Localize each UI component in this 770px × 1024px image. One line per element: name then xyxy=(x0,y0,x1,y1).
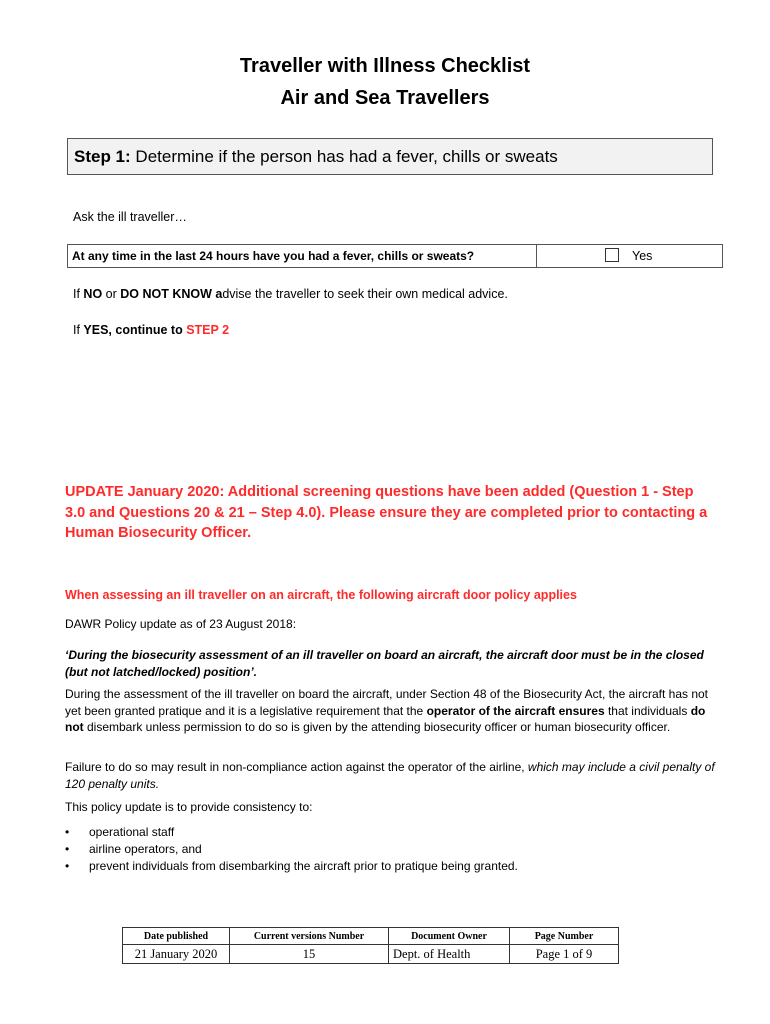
if-yes-bold: YES, continue to xyxy=(83,323,183,337)
step-1-text: Determine if the person has had a fever, chills or sweats xyxy=(130,147,558,166)
yes-cell xyxy=(537,245,722,267)
list-item: • prevent individuals from disembarking the aircraft prior to pratique being granted. xyxy=(65,858,518,875)
footer-version-value: 15 xyxy=(230,945,389,964)
step-2-link: STEP 2 xyxy=(182,323,230,337)
fever-question-row xyxy=(67,244,723,268)
footer-value-row xyxy=(123,945,619,964)
step-1-heading xyxy=(67,138,713,175)
update-notice: UPDATE January 2020: Additional screening questions have been added (Question 1 - Step 3.0 and Questions 20 & 21 – Step 4.0). Please ensure they are completed prior to contacting a Human Biosecurity Officer. xyxy=(65,484,708,541)
consistency-list xyxy=(65,824,518,875)
if-no-no: NO xyxy=(83,287,103,301)
assessment-bold-2: do not xyxy=(65,703,706,734)
failure-paragraph xyxy=(65,759,725,792)
policy-date: DAWR Policy update as of 23 August 2018: xyxy=(65,617,297,631)
consistency-intro: This policy update is to provide consistency to: xyxy=(65,800,313,814)
aircraft-policy-heading: When assessing an ill traveller on an aircraft, the following aircraft door policy applies xyxy=(65,588,577,602)
if-no-instruction xyxy=(73,286,508,303)
footer-date-value: 21 January 2020 xyxy=(123,945,230,964)
list-item: • airline operators, and xyxy=(65,841,518,858)
yes-label: Yes xyxy=(632,249,653,263)
footer-header-page: Page Number xyxy=(510,928,619,945)
ask-traveller-text: Ask the ill traveller… xyxy=(73,210,187,224)
document-footer-table xyxy=(122,927,619,964)
policy-quote: ‘During the biosecurity assessment of an ill traveller on board an aircraft, the aircraft door must be in the closed (but not latched/locked) position’. xyxy=(65,648,704,679)
footer-header-owner: Document Owner xyxy=(389,928,510,945)
assessment-paragraph xyxy=(65,686,725,736)
if-no-or: or xyxy=(102,287,121,301)
assessment-part-1: During the assessment of the ill traveller on board the aircraft, under Section 48 of the Biosecurity Act, the aircraft has not yet been granted pratique and it is a legislative requirement that the xyxy=(65,687,709,718)
if-yes-instruction xyxy=(73,322,229,339)
page-subtitle: Air and Sea Travellers xyxy=(280,87,490,109)
fever-question: At any time in the last 24 hours have you had a fever, chills or sweats? xyxy=(68,245,537,267)
failure-plain: Failure to do so may result in non-compliance action against the operator of the airline, xyxy=(65,760,528,774)
assessment-part-2: that individuals xyxy=(604,703,691,718)
if-no-rest: dvise the traveller to seek their own medical advice. xyxy=(222,287,508,301)
footer-page-value: Page 1 of 9 xyxy=(510,945,619,964)
list-item: • operational staff xyxy=(65,824,518,841)
if-no-prefix: If xyxy=(73,287,84,301)
failure-italic: which may include a civil penalty of 120 penalty units. xyxy=(65,760,715,791)
footer-owner-value: Dept. of Health xyxy=(389,945,510,964)
page-title: Traveller with Illness Checklist xyxy=(239,55,531,77)
step-1-label: Step 1: xyxy=(74,147,131,166)
footer-header-version: Current versions Number xyxy=(230,928,389,945)
footer-header-row xyxy=(123,928,619,945)
if-yes-prefix: If xyxy=(73,323,84,337)
yes-checkbox[interactable] xyxy=(605,248,619,262)
assessment-bold-1: operator of the aircraft ensures xyxy=(426,703,605,718)
footer-header-date: Date published xyxy=(123,928,230,945)
if-no-dont-know: DO NOT KNOW a xyxy=(120,287,223,301)
assessment-part-3: disembark unless permission to do so is given by the attending biosecurity officer or human biosecurity officer. xyxy=(83,720,671,734)
